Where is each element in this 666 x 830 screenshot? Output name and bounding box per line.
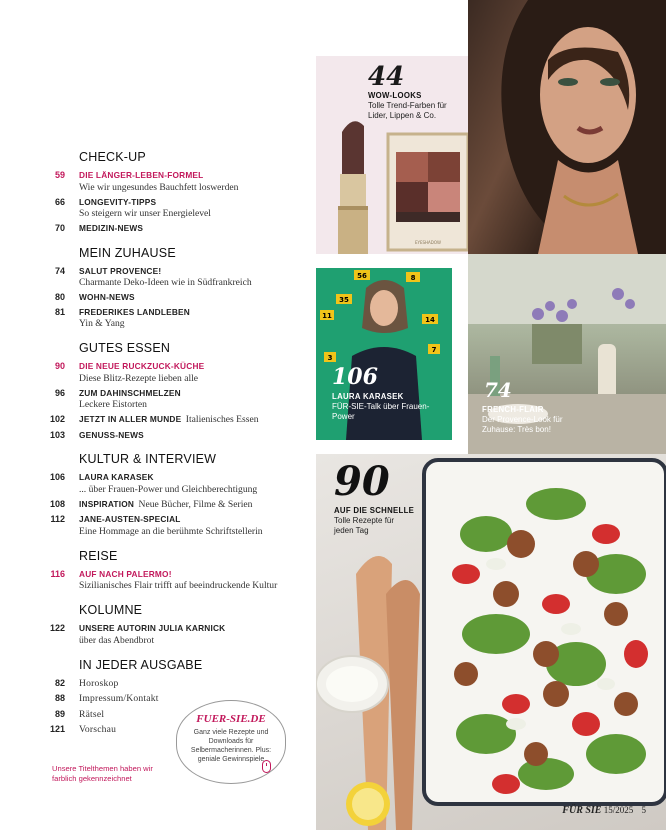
- toc-section: [36, 549, 316, 593]
- toc-entry[interactable]: [36, 512, 316, 538]
- title-topics-note: Unsere Titelthemen haben wir farblich gekennzeichnet: [52, 764, 153, 783]
- toc-entry[interactable]: [36, 412, 316, 427]
- toc-page-number: 70: [54, 223, 65, 233]
- toc-page-number: 74: [54, 265, 65, 276]
- french-flair-text: Der Provence-Look für Zuhause: Très bon!: [482, 415, 563, 434]
- toc-entry[interactable]: [36, 386, 316, 412]
- toc-entry[interactable]: [36, 290, 316, 304]
- tag-number: 11: [322, 312, 332, 320]
- salad-photo: [316, 454, 666, 830]
- toc-entry[interactable]: [36, 621, 316, 647]
- toc-entry-inline-desc: Italienisches Essen: [185, 414, 259, 425]
- toc-entry-title: WOHN-NEWS: [79, 292, 135, 302]
- tag-number: 14: [425, 316, 435, 324]
- website-url[interactable]: FUER-SIE.DE: [196, 713, 266, 725]
- model-illustration: [468, 0, 666, 254]
- toc-entry[interactable]: [36, 195, 316, 221]
- toc-entry[interactable]: [36, 676, 316, 691]
- page-number-schnelle: 90: [334, 458, 390, 505]
- toc-page-number: 116: [50, 568, 65, 579]
- toc-entry-description: Sizilianisches Flair trifft auf beeindruckende Kultur: [79, 580, 278, 591]
- toc-entry-title: Horoskop: [79, 677, 119, 689]
- toc-entry-description: Diese Blitz-Rezepte lieben alle: [79, 372, 199, 384]
- page-number-flair: 74: [484, 378, 512, 402]
- schnelle-text: Tolle Rezepte für jeden Tag: [334, 516, 395, 535]
- toc-entry[interactable]: [36, 221, 316, 235]
- tag-number: 35: [339, 296, 349, 304]
- toc-entry-title: Rätsel: [79, 708, 105, 720]
- palette-brand-text: EYESHADOW: [415, 240, 441, 245]
- toc-page-number: 112: [50, 514, 65, 524]
- toc-entry-inline-desc: Neue Bücher, Filme & Serien: [138, 498, 253, 510]
- toc-entry-title: LAURA KARASEK: [79, 472, 154, 482]
- toc-page-number: 121: [49, 724, 65, 734]
- toc-page-number: 90: [54, 361, 65, 371]
- toc-section: [36, 246, 316, 331]
- toc-page-number: 106: [49, 472, 65, 482]
- toc-section-title: CHECK-UP: [79, 150, 146, 164]
- toc-entry[interactable]: [36, 264, 316, 290]
- toc-entry-title: ZUM DAHINSCHMELZEN: [79, 387, 181, 398]
- makeup-photo: [316, 56, 468, 254]
- toc-section: [36, 603, 316, 647]
- toc-entry[interactable]: [36, 428, 316, 442]
- toc-entry-title: DIE LÄNGER-LEBEN-FORMEL: [79, 170, 204, 180]
- toc-entry-title: UNSERE AUTORIN JULIA KARNICK: [79, 623, 226, 633]
- toc-entry[interactable]: [36, 305, 316, 331]
- page-footer: [562, 805, 646, 816]
- toc-entry-description: Eine Hommage an die berühmte Schriftstellerin: [79, 525, 263, 537]
- toc-section-title: GUTES ESSEN: [79, 341, 171, 355]
- toc-entry-title: Impressum/Kontakt: [79, 693, 159, 704]
- toc-page-number: 88: [54, 693, 65, 703]
- toc-section-title: KOLUMNE: [79, 603, 143, 617]
- toc-page-number: 96: [54, 387, 65, 398]
- toc-entry[interactable]: [36, 691, 316, 706]
- toc-entry-title: JETZT IN ALLER MUNDE: [79, 414, 182, 424]
- french-flair-heading: FRENCH-FLAIR: [482, 405, 544, 414]
- toc-entry[interactable]: [36, 497, 316, 512]
- toc-entry-description: Wie wir ungesundes Bauchfett loswerden: [79, 181, 239, 193]
- page-number: 5: [641, 805, 646, 815]
- toc-entry[interactable]: [36, 359, 316, 385]
- toc-entry-description: Leckere Eistorten: [79, 399, 147, 410]
- toc-entry-title: AUF NACH PALERMO!: [79, 568, 172, 579]
- provence-photo: [468, 254, 666, 454]
- toc-entry-description: Charmante Deko-Ideen wie in Südfrankreich: [79, 277, 252, 288]
- toc-page-number: 59: [54, 170, 65, 180]
- wow-looks-heading: WOW-LOOKS: [368, 91, 422, 100]
- toc-page-number: 66: [54, 196, 65, 207]
- toc-section-title: REISE: [79, 548, 118, 563]
- toc-entry-title: MEDIZIN-NEWS: [79, 223, 144, 233]
- schnelle-heading: AUF DIE SCHNELLE: [334, 506, 415, 515]
- toc-entry[interactable]: [36, 567, 316, 593]
- toc-entry-title: LONGEVITY-TIPPS: [79, 196, 157, 207]
- toc-section: [36, 452, 316, 538]
- toc-entry-title: JANE-AUSTEN-SPECIAL: [79, 514, 181, 524]
- karasek-heading: LAURA KARASEK: [332, 392, 404, 401]
- toc-entry-title: Vorschau: [79, 724, 117, 735]
- tag-number: 56: [357, 272, 367, 280]
- website-promo-text: Ganz viele Rezepte und Downloads für Selbermacherinnen. Plus: geniale Gewinnspiele: [190, 729, 272, 763]
- karasek-photo: [316, 268, 452, 440]
- table-of-contents: [36, 150, 316, 748]
- website-promo[interactable]: [176, 700, 286, 784]
- toc-section-title: IN JEDER AUSGABE: [79, 657, 203, 672]
- toc-page-number: 122: [49, 623, 65, 633]
- toc-entry-title: GENUSS-NEWS: [79, 429, 144, 440]
- toc-page-number: 81: [54, 306, 65, 317]
- toc-page-number: 108: [49, 498, 65, 509]
- toc-entry-description: So steigern wir unser Energielevel: [79, 208, 211, 219]
- toc-entry-title: DIE NEUE RUCKZUCK-KÜCHE: [79, 361, 205, 371]
- toc-page-number: 103: [49, 429, 65, 440]
- wow-looks-text: Tolle Trend-Farben für Lider, Lippen & Co.: [368, 101, 447, 120]
- issue-number: 15/2025: [603, 805, 634, 815]
- toc-page-number: 89: [54, 708, 65, 719]
- toc-section: [36, 341, 316, 441]
- karasek-text: FÜR-SIE-Talk über Frauen-Power: [332, 402, 430, 421]
- toc-page-number: 82: [54, 677, 65, 688]
- toc-section-title: KULTUR & INTERVIEW: [79, 452, 217, 466]
- page-number-karasek: 106: [332, 364, 378, 390]
- toc-entry[interactable]: [36, 470, 316, 496]
- toc-entry-description: Yin & Yang: [79, 318, 125, 329]
- toc-entry[interactable]: [36, 168, 316, 194]
- toc-page-number: 80: [54, 292, 65, 302]
- page-number-wow: 44: [368, 62, 405, 92]
- tag-number: 3: [327, 354, 333, 362]
- toc-entry-description: über das Abendbrot: [79, 634, 155, 646]
- toc-entry-title: INSPIRATION: [79, 498, 135, 509]
- mouse-icon: [262, 760, 271, 773]
- toc-entry-description: ... über Frauen-Power und Gleichberechtigung: [79, 483, 258, 495]
- toc-page-number: 102: [49, 414, 65, 424]
- model-portrait-photo: [468, 0, 666, 254]
- toc-section: [36, 150, 316, 235]
- toc-entry-title: SALUT PROVENCE!: [79, 265, 162, 276]
- tag-number: 8: [410, 274, 416, 282]
- tag-number: 7: [431, 346, 437, 354]
- toc-entry-title: FREDERIKES LANDLEBEN: [79, 306, 190, 317]
- magazine-brand: FÜR SIE: [562, 805, 602, 816]
- toc-section-title: MEIN ZUHAUSE: [79, 245, 176, 260]
